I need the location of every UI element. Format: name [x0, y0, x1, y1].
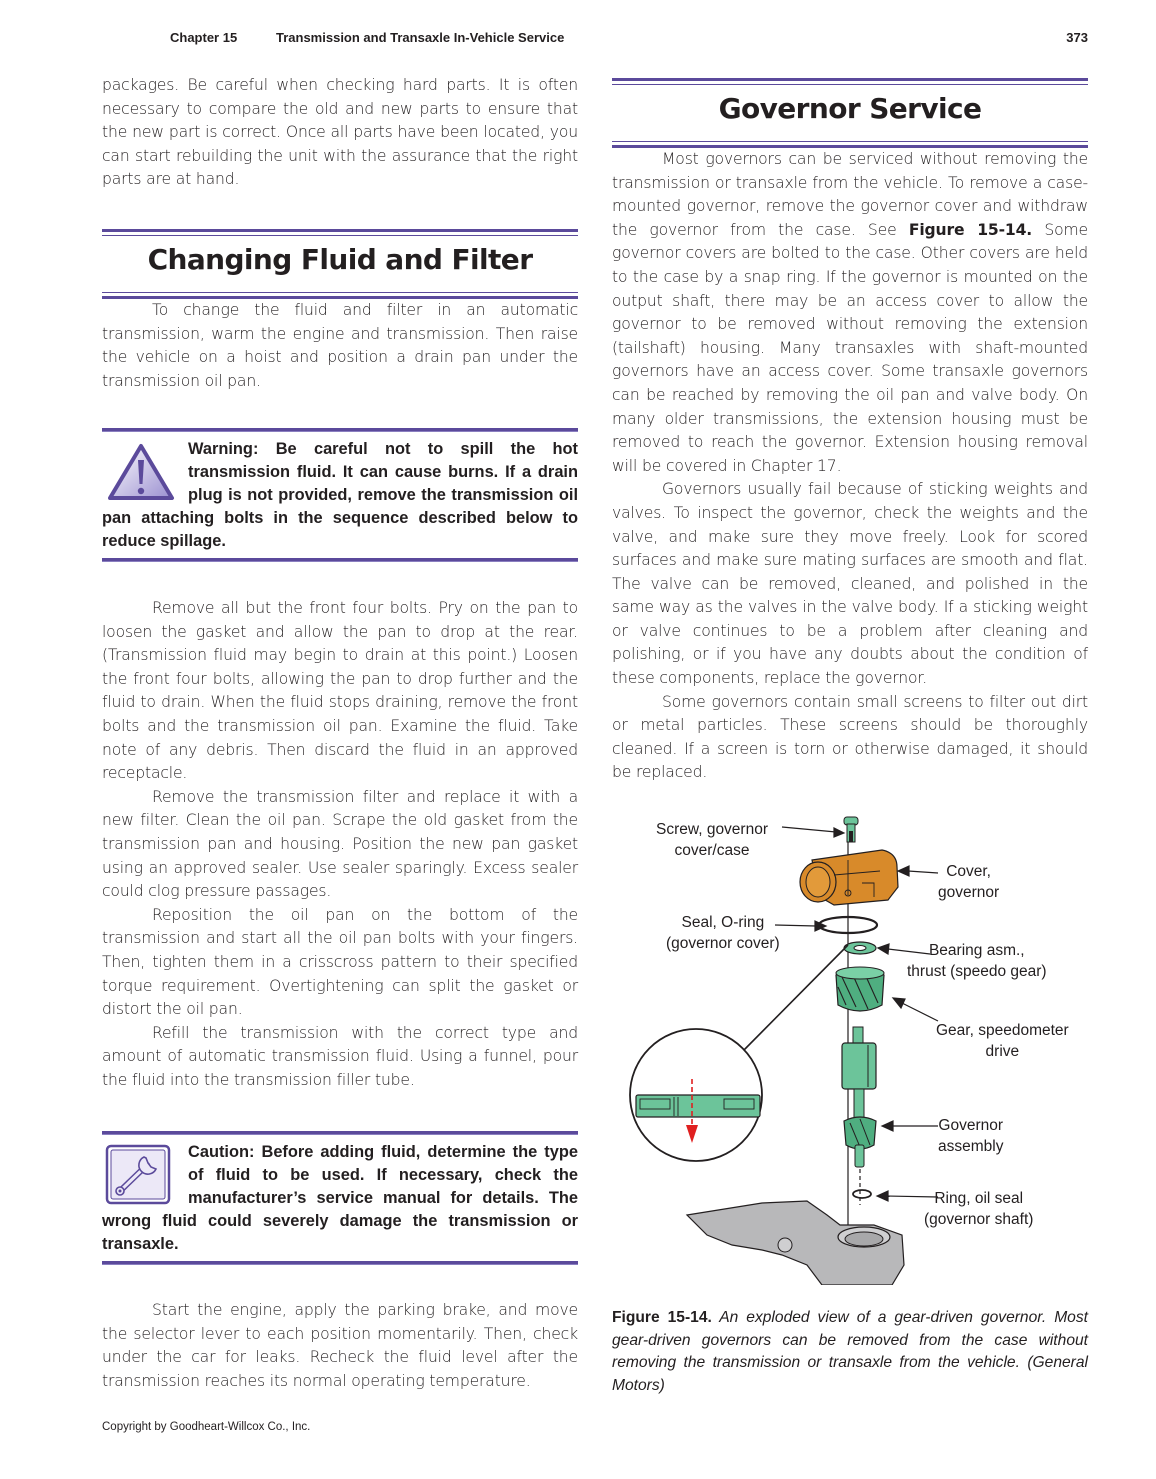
wrench-icon: [102, 1143, 180, 1205]
label-line: drive: [985, 1043, 1020, 1060]
speedometer-gear-icon: [836, 967, 884, 1011]
figure-reference: Figure 15-14.: [908, 220, 1033, 239]
figure-governor-exploded-view: [612, 805, 1088, 1285]
label-oil-seal-ring: [924, 1188, 1033, 1230]
label-line: Governor: [938, 1117, 1004, 1134]
label-gear: [936, 1020, 1069, 1062]
label-seal: [666, 912, 780, 954]
left-intro: [102, 74, 578, 192]
chapter-title: Transmission and Transaxle In-Vehicle Service: [276, 30, 565, 45]
label-line: (governor shaft): [924, 1211, 1034, 1228]
heading-rule-bottom: [612, 141, 1088, 148]
figure-caption: [612, 1307, 1088, 1397]
label-line: Bearing asm.,: [928, 942, 1025, 959]
label-cover: [938, 861, 999, 903]
paragraph-text: Most governors can be serviced without removing the transmission or transaxle from the vehicle. To remove a case-mounted governor, remove the governor cover and withdraw the governor from the case. See: [612, 150, 1088, 239]
paragraph: Some governors contain small screens to filter out dirt or metal particles. These screens should be thoroughly cleaned. If a screen is torn or otherwise damaged, it should be replaced.: [612, 692, 1088, 782]
paragraph: Governors usually fail because of sticking weights and valves. To inspect the governor, check the weights and the valve, and make sure they move freely. Look for scored surfaces and make sure mating surfaces are smooth and flat. The valve can be removed, cleaned, and polished in the same way as the valves in the valve body. If a sticking weight or valve continues to be a problem after cleaning and polishing, or if you have any doubts about the condition of these components, replace the governor.: [612, 480, 1088, 688]
figure-number: Figure 15-14.: [612, 1309, 712, 1326]
section-heading-changing-fluid: [102, 229, 578, 299]
label-line: Ring, oil seal: [934, 1190, 1024, 1207]
paragraph-text: Some governor covers are bolted to the case. Other covers are held to the case by a snap ring. If the governor is mounted on the output shaft, there may be an access cover to allow the governor to be removed without removing the extension (tailshaft) housing. Many transaxles with shaft-mounted governors have an access cover. Some transaxle governors can be reached by removing the oil pan and valve body. On many older transmissions, the extension housing must be removed to reach the governor. Extension housing removal will be covered in Chapter 17.: [612, 220, 1088, 475]
label-screw: [656, 819, 768, 861]
governor-paragraphs: [612, 148, 1088, 785]
page-number: 373: [1066, 30, 1088, 45]
label-line: governor: [938, 884, 1000, 901]
notice-rule-bottom: [102, 1261, 578, 1265]
heading-rule-bottom: [102, 292, 578, 299]
paragraph: Reposition the oil pan on the bottom of the transmission and start all the oil pan bolts with your fingers. Then, tighten them in a crisscross pattern to their specified torque requirement. Overtightening can split the gasket or distort the oil pan.: [102, 905, 578, 1019]
final-check-paragraph: [102, 1299, 578, 1393]
chapter-label: Chapter 15: [170, 30, 238, 45]
paragraph: Remove all but the front four bolts. Pry on the pan to loosen the gasket and allow the pan to drop at the rear. (Transmission fluid may begin to drain at this point.) Loosen the front four bolts, allowing the pan to drop further and the fluid to drain. When the fluid stops draining, remove the front bolts and the transmission oil pan. Examine the fluid. Take note of any debris. Then discard the fluid in an approved receptacle.: [102, 599, 578, 783]
label-governor-assembly: [938, 1115, 1003, 1157]
governor-cover-icon: [800, 850, 898, 905]
paragraph: Start the engine, apply the parking brake, and move the selector lever to each position momentarily. Then, check under the car for leaks. Recheck the fluid level after the transmission reaches its normal operating temperature.: [102, 1301, 578, 1390]
warning-triangle-icon: [102, 440, 180, 502]
label-line: Seal, O-ring: [681, 914, 765, 931]
governor-assembly-icon: [842, 1027, 876, 1167]
heading-rule-top: [102, 229, 578, 236]
drain-paragraphs: [102, 597, 578, 1092]
paragraph: To change the fluid and filter in an automatic transmission, warm the engine and transmission. Then raise the vehicle on a hoist and position a drain pan under the transmission oil pan.: [102, 301, 578, 390]
section-title: Governor Service: [718, 92, 982, 125]
caution-text-block: [102, 1135, 578, 1261]
oil-seal-ring-icon: [853, 1190, 871, 1198]
warning-text-block: [102, 432, 578, 558]
label-line: thrust (speedo gear): [907, 963, 1047, 980]
paragraph: [612, 148, 1088, 478]
transmission-case-icon: [687, 1201, 904, 1285]
paragraph: Remove the transmission filter and replace it with a new filter. Clean the oil pan. Scrape the old gasket from the transmission pan and housing. Position the new pan gasket using an approved sealer. Use sealer sparingly. Excess sealer could clog pressure passages.: [102, 787, 578, 901]
label-line: cover/case: [674, 842, 750, 859]
screw-icon: [844, 817, 858, 842]
warning-text: Warning: Be careful not to spill the hot transmission fluid. It can cause burns. If a drain plug is not provided, remove the transmission oil pan attaching bolts in the sequence described below to reduce spillage.: [102, 440, 578, 550]
label-line: (governor cover): [666, 935, 780, 952]
caution-text: Caution: Before adding fluid, determine the type of fluid to be used. If necessary, check the manufacturer’s service manual for details. The wrong fluid could severely damage the transmission or transaxle.: [102, 1143, 578, 1253]
running-head: [170, 30, 1088, 50]
label-line: Screw, governor: [656, 821, 768, 838]
label-line: assembly: [938, 1138, 1004, 1155]
label-line: Gear, speedometer: [936, 1022, 1069, 1039]
copyright-footer: Copyright by Goodheart-Willcox Co., Inc.: [102, 1421, 311, 1433]
intro-paragraph: packages. Be careful when checking hard parts. It is often necessary to compare the old and new parts to ensure that the new part is correct. Once all parts have been located, you can start rebuilding the unit with the assurance that the right parts are at hand.: [102, 76, 578, 189]
label-line: Cover,: [946, 863, 991, 880]
section-title: Changing Fluid and Filter: [147, 243, 533, 276]
thrust-bearing-icon: [844, 942, 876, 954]
caution-box: [102, 1131, 578, 1265]
section-heading-governor-service: [612, 78, 1088, 148]
notice-rule-bottom: [102, 558, 578, 562]
paragraph: Refill the transmission with the correct type and amount of automatic transmission fluid. Using a funnel, pour the fluid into the transmission filler tube.: [102, 1023, 578, 1089]
governor-detail-magnifier-icon: [630, 945, 848, 1161]
figure-caption-text: An exploded view of a gear-driven governor. Most gear-driven governors can be removed from the case without removing the transmission or transaxle from the vehicle. (General Motors): [612, 1309, 1088, 1394]
warning-box: [102, 428, 578, 562]
changing-fluid-intro: [102, 299, 578, 393]
label-bearing: [907, 940, 1047, 982]
heading-rule-top: [612, 78, 1088, 85]
